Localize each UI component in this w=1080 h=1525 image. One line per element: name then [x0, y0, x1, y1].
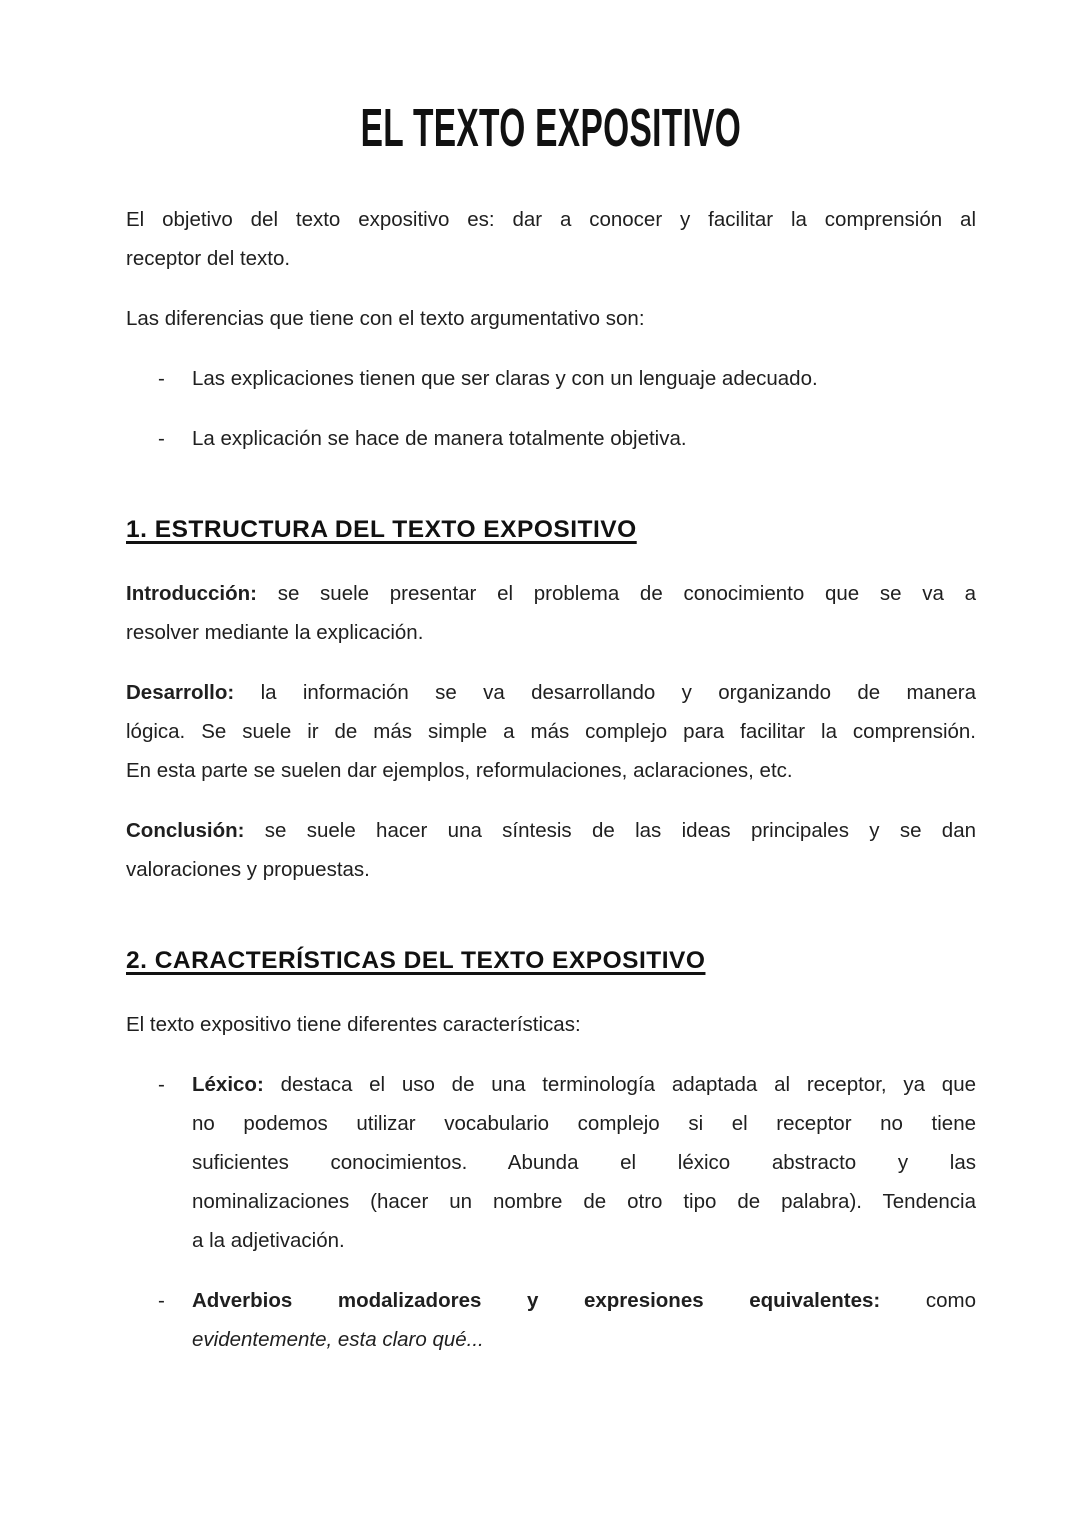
- bullet-text: [192, 1281, 976, 1359]
- introduccion-line-2: resolver mediante la explicación.: [126, 621, 424, 644]
- differences-lead-line: Las diferencias que tiene con el texto argumentativo son:: [126, 307, 645, 330]
- adverbios-line-1-rest: como: [925, 1289, 976, 1312]
- bullet-text: [192, 419, 976, 458]
- conclusion-line-2: valoraciones y propuestas.: [126, 858, 370, 881]
- lexico-line-3: suficientes conocimientos. Abunda el léxico abstracto y las: [192, 1151, 976, 1174]
- objective-paragraph: [126, 200, 976, 278]
- list-item: [126, 1065, 976, 1260]
- bullet-text: [192, 1065, 976, 1260]
- desarrollo-line-3: En esta parte se suelen dar ejemplos, reformulaciones, aclaraciones, etc.: [126, 759, 793, 782]
- desarrollo-paragraph: [126, 673, 976, 790]
- list-item: [126, 1281, 976, 1359]
- conclusion-label: Conclusión:: [126, 819, 245, 842]
- conclusion-line-1-rest: se suele hacer una síntesis de las ideas principales y se dan: [264, 819, 976, 842]
- desarrollo-line-1-rest: la información se va desarrollando y organizando de manera: [260, 681, 976, 704]
- bullet-dash: -: [158, 427, 165, 450]
- bullet-dash: -: [158, 1073, 165, 1096]
- lexico-label: Léxico:: [192, 1073, 264, 1096]
- bullet-text: [192, 359, 976, 398]
- lexico-line-1-rest: destaca el uso de una terminología adaptada al receptor, ya que: [280, 1073, 976, 1096]
- bullet-dash: -: [158, 367, 165, 390]
- section-heading-structure: [126, 510, 976, 550]
- lexico-line-2: no podemos utilizar vocabulario complejo si el receptor no tiene: [192, 1112, 976, 1135]
- objective-line-1: El objetivo del texto expositivo es: dar a conocer y facilitar la comprensión al: [126, 208, 976, 231]
- lexico-line-4: nominalizaciones (hacer un nombre de otro tipo de palabra). Tendencia: [192, 1190, 976, 1213]
- list-item: [126, 419, 976, 458]
- conclusion-line-1: [126, 811, 976, 850]
- characteristics-lead-paragraph: [126, 1005, 976, 1044]
- characteristics-lead-line: El texto expositivo tiene diferentes características:: [126, 1013, 581, 1036]
- document-title-text: EL TEXTO EXPOSITIVO: [360, 98, 742, 158]
- desarrollo-line-2: lógica. Se suele ir de más simple a más complejo para facilitar la comprensión.: [126, 720, 976, 743]
- lexico-line-1: [192, 1065, 976, 1104]
- conclusion-paragraph: [126, 811, 976, 889]
- document-title: [126, 96, 976, 160]
- introduccion-line-1-rest: se suele presentar el problema de conocimiento que se va a: [277, 582, 976, 605]
- adverbios-line-1: [192, 1281, 976, 1320]
- introduccion-label: Introducción:: [126, 582, 257, 605]
- bullet-dash: -: [158, 1289, 165, 1312]
- lexico-line-5: a la adjetivación.: [192, 1229, 345, 1252]
- list-item: [126, 359, 976, 398]
- section-heading-structure-text: 1. ESTRUCTURA DEL TEXTO EXPOSITIVO: [126, 516, 637, 543]
- objective-line-2: receptor del texto.: [126, 247, 291, 270]
- introduccion-line-1: [126, 574, 976, 613]
- bullet-line: Las explicaciones tienen que ser claras y con un lenguaje adecuado.: [192, 367, 818, 390]
- bullet-line: La explicación se hace de manera totalmente objetiva.: [192, 427, 687, 450]
- desarrollo-line-1: [126, 673, 976, 712]
- introduccion-paragraph: [126, 574, 976, 652]
- section-heading-characteristics: [126, 941, 976, 981]
- adverbios-line-2: evidentemente, esta claro qué...: [192, 1328, 484, 1351]
- section-heading-characteristics-text: 2. CARACTERÍSTICAS DEL TEXTO EXPOSITIVO: [126, 947, 706, 974]
- desarrollo-label: Desarrollo:: [126, 681, 235, 704]
- differences-lead-paragraph: [126, 299, 976, 338]
- adverbios-label: Adverbios modalizadores y expresiones equivalentes:: [192, 1289, 881, 1312]
